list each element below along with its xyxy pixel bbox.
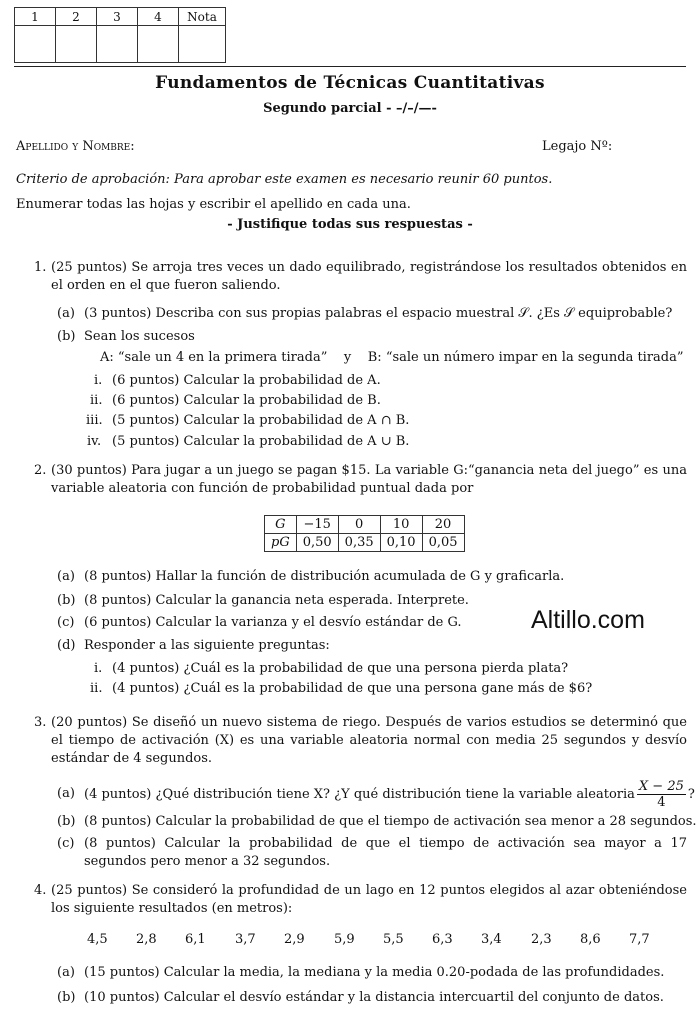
data-value: 3,7 — [235, 932, 256, 947]
watermark-logo: Altillo.com — [531, 606, 645, 634]
subitem-label: iii. — [86, 413, 103, 428]
item-label: (d) — [57, 638, 76, 653]
grade-table — [14, 7, 226, 63]
table-cell: 0,10 — [380, 534, 422, 552]
item-label: (a) — [57, 786, 75, 801]
subitem-label: i. — [94, 373, 103, 388]
subitem-label: ii. — [90, 681, 103, 696]
question-number: 3. — [34, 715, 47, 730]
item-label: (c) — [57, 615, 75, 630]
grade-cell — [179, 26, 226, 63]
question-1a-text: (3 puntos) Describa con sus propias palabras el espacio muestral 𝒮. ¿Es 𝒮 equiprobable? — [84, 306, 673, 321]
item-label: (c) — [57, 836, 75, 851]
table-cell: G — [265, 516, 297, 534]
subitem-label: ii. — [90, 393, 103, 408]
grade-header: 2 — [56, 8, 97, 26]
table-cell: 20 — [422, 516, 464, 534]
data-value: 7,7 — [629, 932, 650, 947]
question-1-text: (25 puntos) Se arroja tres veces un dado equilibrado, registrándose los resultados obtenidos en el orden en el que fueron saliendo. — [51, 260, 687, 293]
page-title: Fundamentos de Técnicas Cuantitativas — [155, 73, 545, 93]
item-label: (a) — [57, 965, 75, 980]
question-3b-text: (8 puntos) Calcular la probabilidad de que el tiempo de activación sea menor a 28 segundos. — [84, 814, 697, 829]
item-text: (6 puntos) Calcular la varianza y el desvío estándar de G. — [84, 615, 462, 630]
item-label: (b) — [57, 593, 76, 608]
subitem-text: (6 puntos) Calcular la probabilidad de A. — [112, 373, 381, 388]
grade-header: 4 — [138, 8, 179, 26]
question-number: 2. — [34, 463, 47, 478]
table-cell: 0,05 — [422, 534, 464, 552]
table-cell: 0,35 — [338, 534, 380, 552]
item-label: (b) — [57, 990, 76, 1005]
item-label: (b) — [57, 814, 76, 829]
name-label: Apellido y Nombre: — [16, 139, 135, 154]
question-2-text: (30 puntos) Para jugar a un juego se pagan $15. La variable G:“ganancia neta del juego” es una variable aleatoria con función de probabilidad puntual dada por — [51, 463, 687, 496]
item-label: (a) — [57, 569, 75, 584]
data-value: 4,5 — [87, 932, 108, 947]
grade-header: 3 — [97, 8, 138, 26]
data-value: 6,3 — [432, 932, 453, 947]
header-rule — [14, 66, 686, 67]
question-number: 4. — [34, 883, 47, 898]
subitem-text: (5 puntos) Calcular la probabilidad de A ∪ B. — [112, 434, 410, 449]
item-label: (b) — [57, 329, 76, 344]
instruction-text: Enumerar todas las hojas y escribir el apellido en cada una. — [16, 197, 411, 212]
fraction — [637, 779, 686, 810]
fraction-denominator: 4 — [657, 794, 666, 810]
table-cell: −15 — [296, 516, 338, 534]
data-value: 2,8 — [136, 932, 157, 947]
subitem-label: i. — [94, 661, 103, 676]
subitem-text: (4 puntos) ¿Cuál es la probabilidad de que una persona gane más de $6? — [112, 681, 593, 696]
subitem-text: (4 puntos) ¿Cuál es la probabilidad de que una persona pierda plata? — [112, 661, 569, 676]
question-3c-text: (8 puntos) Calcular la probabilidad de que el tiempo de activación sea mayor a 17 segundos pero menor a 32 segundos. — [84, 836, 687, 869]
data-value: 8,6 — [580, 932, 601, 947]
grade-header: Nota — [179, 8, 226, 26]
table-cell: pG — [265, 534, 297, 552]
table-cell: 0 — [338, 516, 380, 534]
item-text: (8 puntos) Hallar la función de distribución acumulada de G y graficarla. — [84, 569, 565, 584]
grade-cell — [15, 26, 56, 63]
probability-table — [264, 515, 465, 552]
justify-note: - Justifique todas sus respuestas - — [227, 217, 473, 232]
item-text: Responder a las siguiente preguntas: — [84, 638, 330, 653]
item-text: (10 puntos) Calcular el desvío estándar y la distancia intercuartil del conjunto de datos. — [84, 990, 664, 1005]
item-label: (a) — [57, 306, 75, 321]
question-3-text: (20 puntos) Se diseñó un nuevo sistema de riego. Después de varios estudios se determinó que el tiempo de activación (X) es una variable aleatoria normal con media 25 segundos y desvío estándar de 4 segundos. — [51, 715, 687, 766]
fraction-numerator: X − 25 — [638, 778, 684, 794]
data-value: 3,4 — [481, 932, 502, 947]
subitem-label: iv. — [87, 434, 102, 449]
grade-cell — [97, 26, 138, 63]
grade-cell — [138, 26, 179, 63]
approval-criterion: Criterio de aprobación: Para aprobar este examen es necesario reunir 60 puntos. — [16, 172, 553, 187]
page-subtitle: Segundo parcial - –/–/—- — [263, 101, 437, 116]
table-cell: 10 — [380, 516, 422, 534]
events-definition: A: “sale un 4 en la primera tirada” y B: “sale un número impar en la segunda tirada” — [100, 350, 684, 365]
question-3a — [84, 777, 695, 811]
subitem-text: (6 puntos) Calcular la probabilidad de B. — [112, 393, 381, 408]
data-value: 5,9 — [334, 932, 355, 947]
data-value: 6,1 — [185, 932, 206, 947]
question-3a-text: (4 puntos) ¿Qué distribución tiene X? ¿Y qué distribución tiene la variable aleatoria — [84, 786, 635, 802]
data-value: 2,9 — [284, 932, 305, 947]
question-3a-end: ? — [687, 786, 695, 802]
question-number: 1. — [34, 260, 47, 275]
grade-header: 1 — [15, 8, 56, 26]
subitem-text: (5 puntos) Calcular la probabilidad de A ∩ B. — [112, 413, 410, 428]
data-value: 5,5 — [383, 932, 404, 947]
data-value: 2,3 — [531, 932, 552, 947]
question-1b-text: Sean los sucesos — [84, 329, 195, 344]
table-cell: 0,50 — [296, 534, 338, 552]
legajo-label: Legajo Nº: — [542, 139, 613, 154]
question-4-text: (25 puntos) Se consideró la profundidad de un lago en 12 puntos elegidos al azar obteniéndose los siguiente resultados (en metros): — [51, 883, 687, 916]
item-text: (8 puntos) Calcular la ganancia neta esperada. Interprete. — [84, 593, 469, 608]
item-text: (15 puntos) Calcular la media, la mediana y la media 0.20-podada de las profundidades. — [84, 965, 665, 980]
grade-cell — [56, 26, 97, 63]
